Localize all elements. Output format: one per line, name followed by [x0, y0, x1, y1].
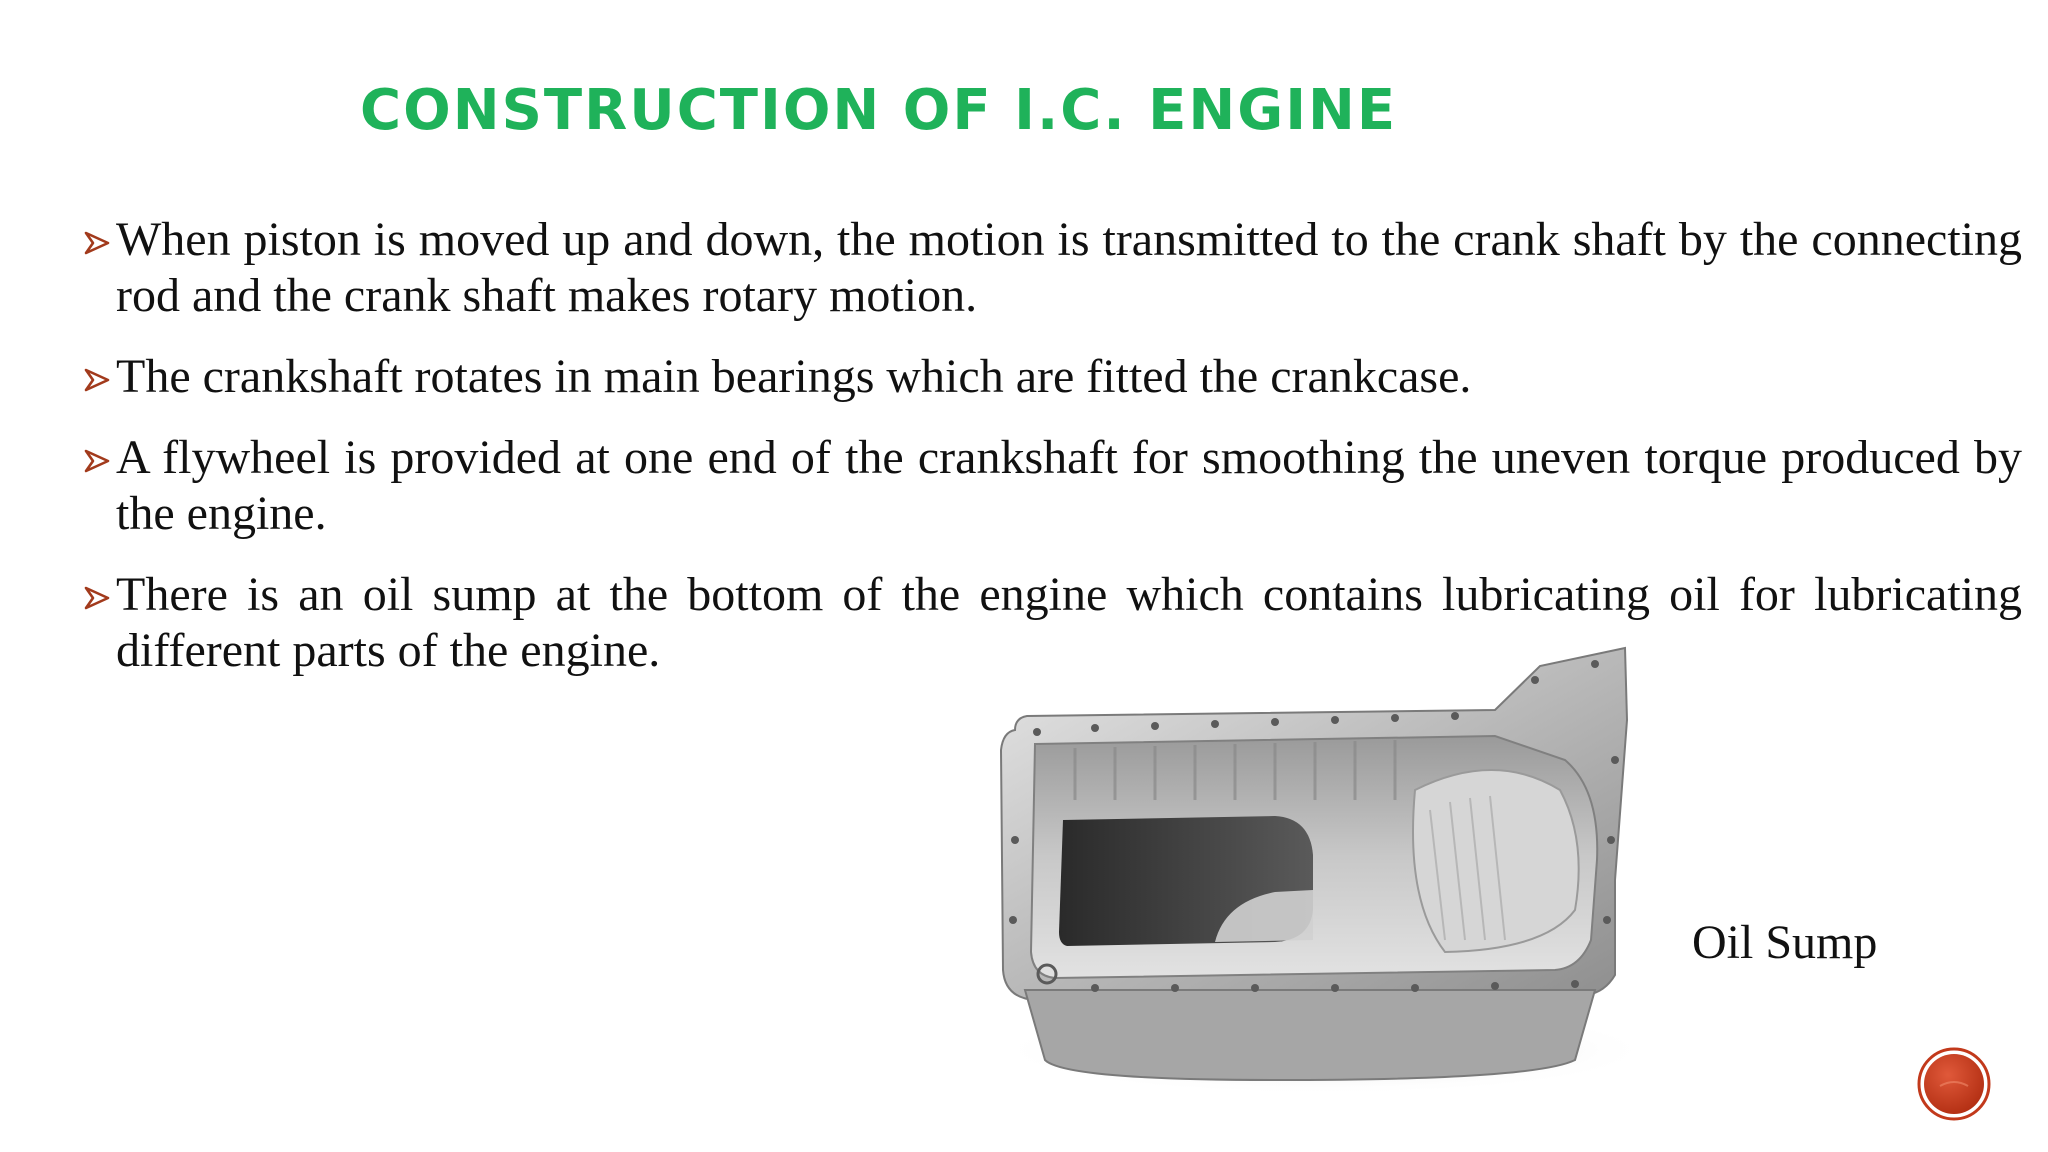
bullet-item [82, 349, 2022, 405]
bullet-text: The crankshaft rotates in main bearings which are fitted the crankcase. [116, 350, 1472, 403]
oil-sump-photo [975, 640, 1675, 1095]
slide-title: CONSTRUCTION OF I.C. ENGINE [360, 78, 1398, 143]
arrowhead-bullet-icon [84, 231, 110, 255]
bullet-item [82, 212, 2022, 324]
arrowhead-bullet-icon [84, 368, 110, 392]
arrowhead-bullet-icon [84, 586, 110, 610]
bullet-text: A flywheel is provided at one end of the crankshaft for smoothing the uneven torque produced by the engine. [116, 431, 2022, 540]
bullet-text: There is an oil sump at the bottom of the engine which contains lubricating oil for lubricating different parts of the engine. [116, 568, 2022, 677]
next-slide-icon [1916, 1046, 1992, 1122]
bullet-item [82, 430, 2022, 542]
oil-sump-illustration [975, 640, 1675, 1095]
figure-caption: Oil Sump [1692, 916, 1878, 969]
bullet-list [82, 212, 2022, 704]
next-slide-button[interactable] [1916, 1046, 1992, 1122]
arrowhead-bullet-icon [84, 449, 110, 473]
bullet-text: When piston is moved up and down, the motion is transmitted to the crank shaft by the connecting rod and the crank shaft makes rotary motion. [116, 213, 2022, 322]
